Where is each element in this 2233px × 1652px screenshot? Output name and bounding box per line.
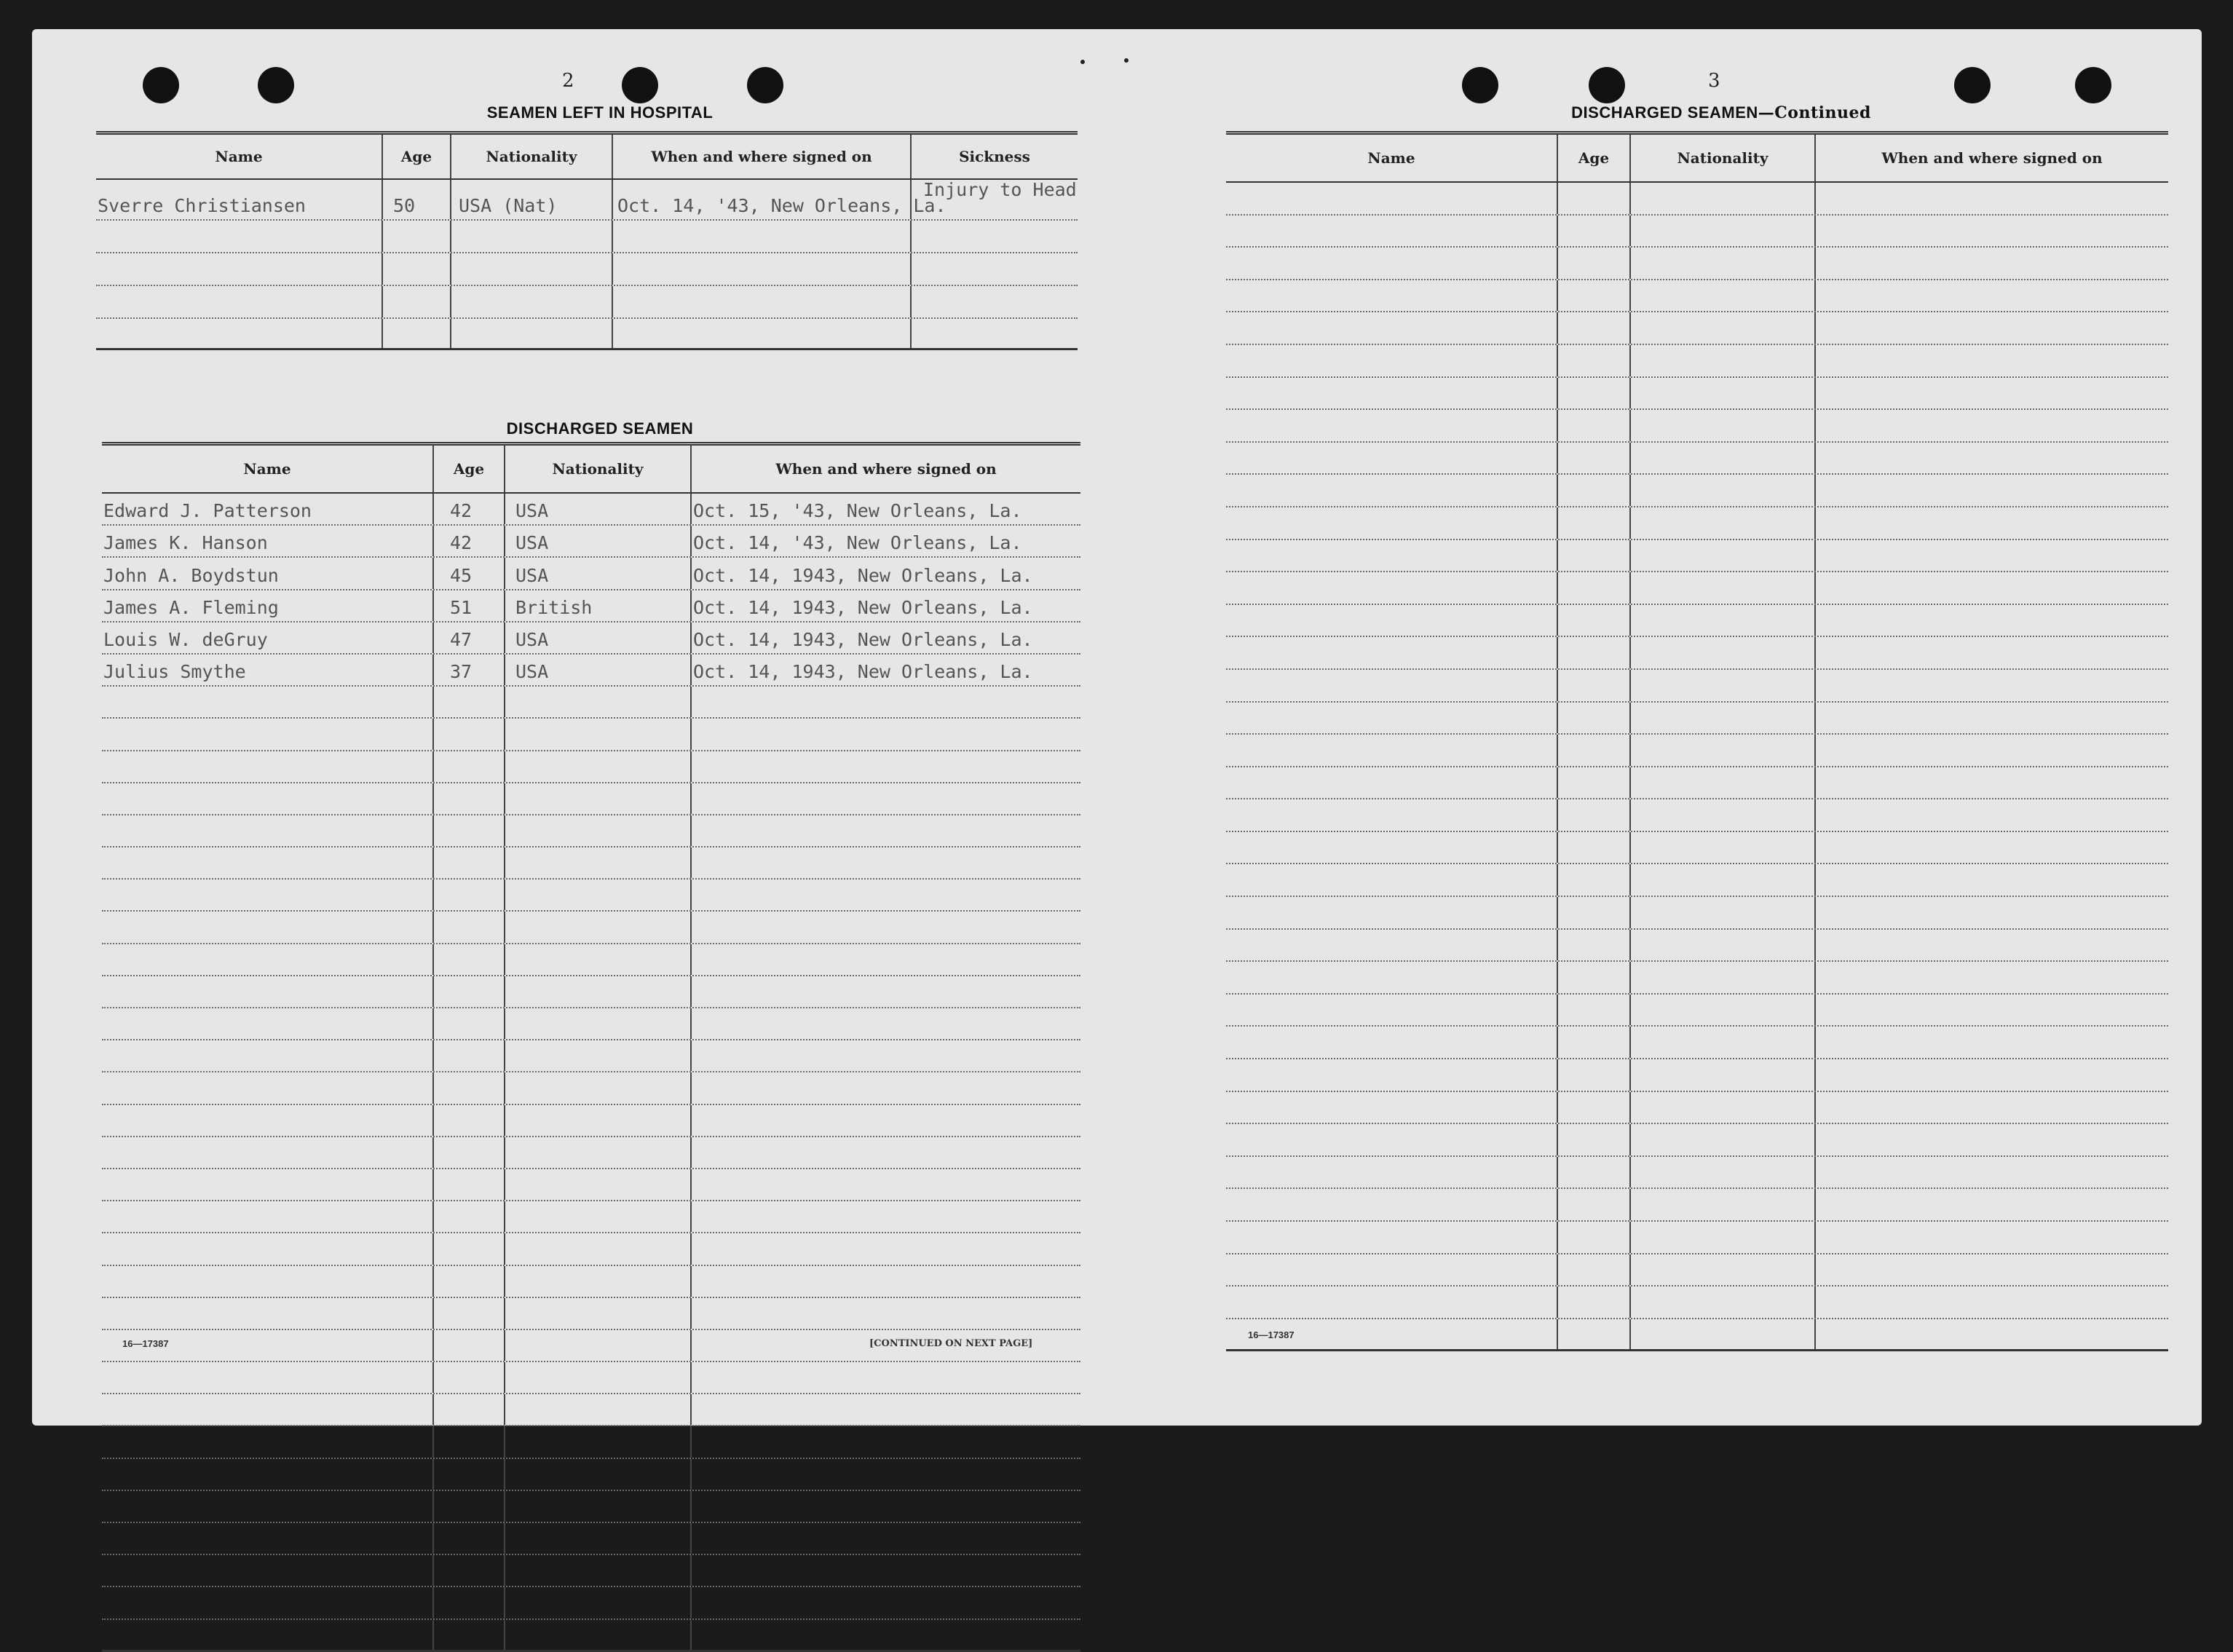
- cell-name: Edward J. Patterson: [102, 494, 434, 524]
- table-row: [1226, 962, 2168, 995]
- table-row: [102, 494, 1080, 526]
- table-row: [102, 526, 1080, 558]
- discharged-table-body: [102, 494, 1080, 1652]
- table-row: [102, 1620, 1080, 1652]
- col-age-header: Age: [383, 135, 451, 178]
- table-row: [1226, 735, 2168, 767]
- cell-nationality: USA (Nat): [451, 180, 613, 219]
- table-row: [102, 1266, 1080, 1298]
- cell-name: Julius Smythe: [102, 655, 434, 685]
- table-row: [102, 590, 1080, 623]
- table-row: [1226, 1287, 2168, 1319]
- cell-nationality: USA: [505, 558, 692, 588]
- speck: [1124, 58, 1129, 63]
- table-row: [102, 1459, 1080, 1491]
- table-row: [102, 912, 1080, 944]
- form-code: 16—17387: [1248, 1329, 1295, 1340]
- table-row: [1226, 703, 2168, 735]
- table-row: [102, 1523, 1080, 1555]
- table-row: [102, 1233, 1080, 1265]
- table-row: [1226, 637, 2168, 670]
- cell-name: Louis W. deGruy: [102, 623, 434, 653]
- discharged-table-header: [102, 446, 1080, 494]
- table-row: [1226, 183, 2168, 216]
- table-row: [102, 815, 1080, 847]
- cell-nationality: USA: [505, 526, 692, 556]
- cell-name: Sverre Christiansen: [96, 180, 383, 219]
- punch-hole: [1462, 67, 1498, 103]
- punch-hole: [1954, 67, 1991, 103]
- punch-hole: [143, 67, 179, 103]
- table-row: [1226, 312, 2168, 345]
- cell-signed-on: Oct. 14, '43, New Orleans, La.: [693, 532, 1022, 554]
- table-row: [102, 1426, 1080, 1458]
- table-row: [102, 976, 1080, 1008]
- cell-nationality: USA: [505, 494, 692, 524]
- form-code: 16—17387: [122, 1338, 169, 1349]
- table-row: [1226, 1254, 2168, 1287]
- table-row: [1226, 1027, 2168, 1059]
- table-row: [1226, 864, 2168, 897]
- table-row: [96, 253, 1078, 286]
- table-row: [1226, 280, 2168, 313]
- table-row: [1226, 345, 2168, 378]
- hospital-title: SEAMEN LEFT IN HOSPITAL: [486, 103, 714, 122]
- table-row: [96, 286, 1078, 319]
- discharged-continued-body: [1226, 183, 2168, 1351]
- cell-age: 42: [434, 494, 505, 524]
- table-row: [102, 751, 1080, 783]
- hospital-table-body: [96, 180, 1078, 350]
- cell-signed-on: Oct. 15, '43, New Orleans, La.: [693, 500, 1022, 522]
- page-number: 2: [562, 70, 574, 92]
- table-row: [102, 1587, 1080, 1619]
- table-row: [102, 1394, 1080, 1426]
- discharged-continued-header: [1226, 135, 2168, 183]
- hospital-table: [96, 131, 1078, 350]
- punch-hole: [2075, 67, 2111, 103]
- punch-hole: [622, 67, 658, 103]
- table-row: [1226, 1092, 2168, 1125]
- col-signed-on-header: When and where signed on: [613, 135, 912, 178]
- table-row: [1226, 1124, 2168, 1157]
- table-row: [102, 687, 1080, 719]
- table-row: [1226, 248, 2168, 280]
- table-row: [102, 1201, 1080, 1233]
- punch-hole: [258, 67, 294, 103]
- table-row: [1226, 1189, 2168, 1222]
- col-name-header: Name: [1226, 135, 1558, 181]
- col-signed-on-header: When and where signed on: [775, 460, 997, 478]
- discharged-continued-title: DISCHARGED SEAMEN—Continued: [1571, 103, 1871, 122]
- table-row: [1226, 670, 2168, 703]
- table-row: [1226, 1059, 2168, 1092]
- cell-nationality: USA: [505, 623, 692, 653]
- col-age-header: Age: [1558, 135, 1631, 181]
- table-row: [102, 1491, 1080, 1523]
- table-row: [1226, 507, 2168, 540]
- cell-signed-on: Oct. 14, '43, New Orleans, La.: [613, 180, 912, 219]
- table-row: [1226, 572, 2168, 605]
- table-row: [1226, 1157, 2168, 1190]
- page-number: 3: [1708, 70, 1720, 92]
- col-sickness-header: Sickness: [959, 148, 1030, 165]
- col-nationality-header: Nationality: [1631, 135, 1816, 181]
- table-row: [1226, 897, 2168, 930]
- cell-signed-on: Oct. 14, 1943, New Orleans, La.: [693, 596, 1033, 618]
- table-row: [102, 1169, 1080, 1201]
- table-row: [102, 1105, 1080, 1137]
- table-row: [102, 783, 1080, 815]
- table-row: [1226, 410, 2168, 443]
- cell-age: 50: [383, 180, 451, 219]
- table-row: [102, 719, 1080, 751]
- table-row: [96, 319, 1078, 350]
- table-row: [1226, 1319, 2168, 1352]
- table-row: [102, 655, 1080, 687]
- table-row: [102, 1072, 1080, 1104]
- cell-nationality: British: [505, 590, 692, 621]
- table-row: [102, 847, 1080, 880]
- document-sheet: [32, 29, 2202, 1426]
- cell-age: 37: [434, 655, 505, 685]
- cell-age: 45: [434, 558, 505, 588]
- table-row: [1226, 930, 2168, 963]
- table-row: [96, 180, 1078, 221]
- table-row: [102, 880, 1080, 912]
- col-nationality-header: Nationality: [451, 135, 613, 178]
- punch-hole: [1589, 67, 1625, 103]
- table-row: [96, 221, 1078, 253]
- table-row: [1226, 540, 2168, 573]
- cell-age: 51: [434, 590, 505, 621]
- cell-signed-on: Oct. 14, 1943, New Orleans, La.: [693, 628, 1033, 650]
- col-name-header: Name: [102, 446, 434, 492]
- discharged-table: [102, 442, 1080, 1652]
- table-row: [1226, 767, 2168, 800]
- hospital-table-header: [96, 135, 1078, 180]
- continued-note: [CONTINUED ON NEXT PAGE]: [869, 1338, 1033, 1349]
- table-row: [102, 1362, 1080, 1394]
- discharged-title: DISCHARGED SEAMEN: [506, 419, 694, 438]
- cell-signed-on: Oct. 14, 1943, New Orleans, La.: [693, 661, 1033, 683]
- table-row: [1226, 378, 2168, 411]
- cell-name: John A. Boydstun: [102, 558, 434, 588]
- table-row: [1226, 443, 2168, 475]
- table-row: [1226, 605, 2168, 638]
- cell-name: James K. Hanson: [102, 526, 434, 556]
- table-row: [102, 944, 1080, 976]
- table-row: [1226, 216, 2168, 248]
- discharged-continued-table: [1226, 131, 2168, 1351]
- left-page: [32, 29, 1117, 1426]
- table-row: [1226, 1222, 2168, 1254]
- cell-sickness: Injury to Head: [923, 179, 1077, 200]
- col-name-header: Name: [96, 135, 383, 178]
- table-row: [102, 1555, 1080, 1587]
- table-row: [1226, 799, 2168, 832]
- col-signed-on-header: When and where signed on: [1881, 149, 2103, 167]
- table-row: [1226, 995, 2168, 1027]
- cell-nationality: USA: [505, 655, 692, 685]
- table-row: [102, 623, 1080, 655]
- cell-age: 42: [434, 526, 505, 556]
- cell-name: James A. Fleming: [102, 590, 434, 621]
- col-nationality-header: Nationality: [505, 446, 692, 492]
- speck: [1080, 60, 1085, 64]
- punch-hole: [747, 67, 783, 103]
- table-row: [1226, 475, 2168, 507]
- table-row: [102, 1008, 1080, 1040]
- table-row: [102, 1040, 1080, 1072]
- table-row: [102, 1298, 1080, 1330]
- right-page: [1117, 29, 2202, 1426]
- table-row: [1226, 832, 2168, 865]
- table-row: [102, 558, 1080, 590]
- table-row: [102, 1137, 1080, 1169]
- col-age-header: Age: [434, 446, 505, 492]
- cell-age: 47: [434, 623, 505, 653]
- cell-signed-on: Oct. 14, 1943, New Orleans, La.: [693, 564, 1033, 586]
